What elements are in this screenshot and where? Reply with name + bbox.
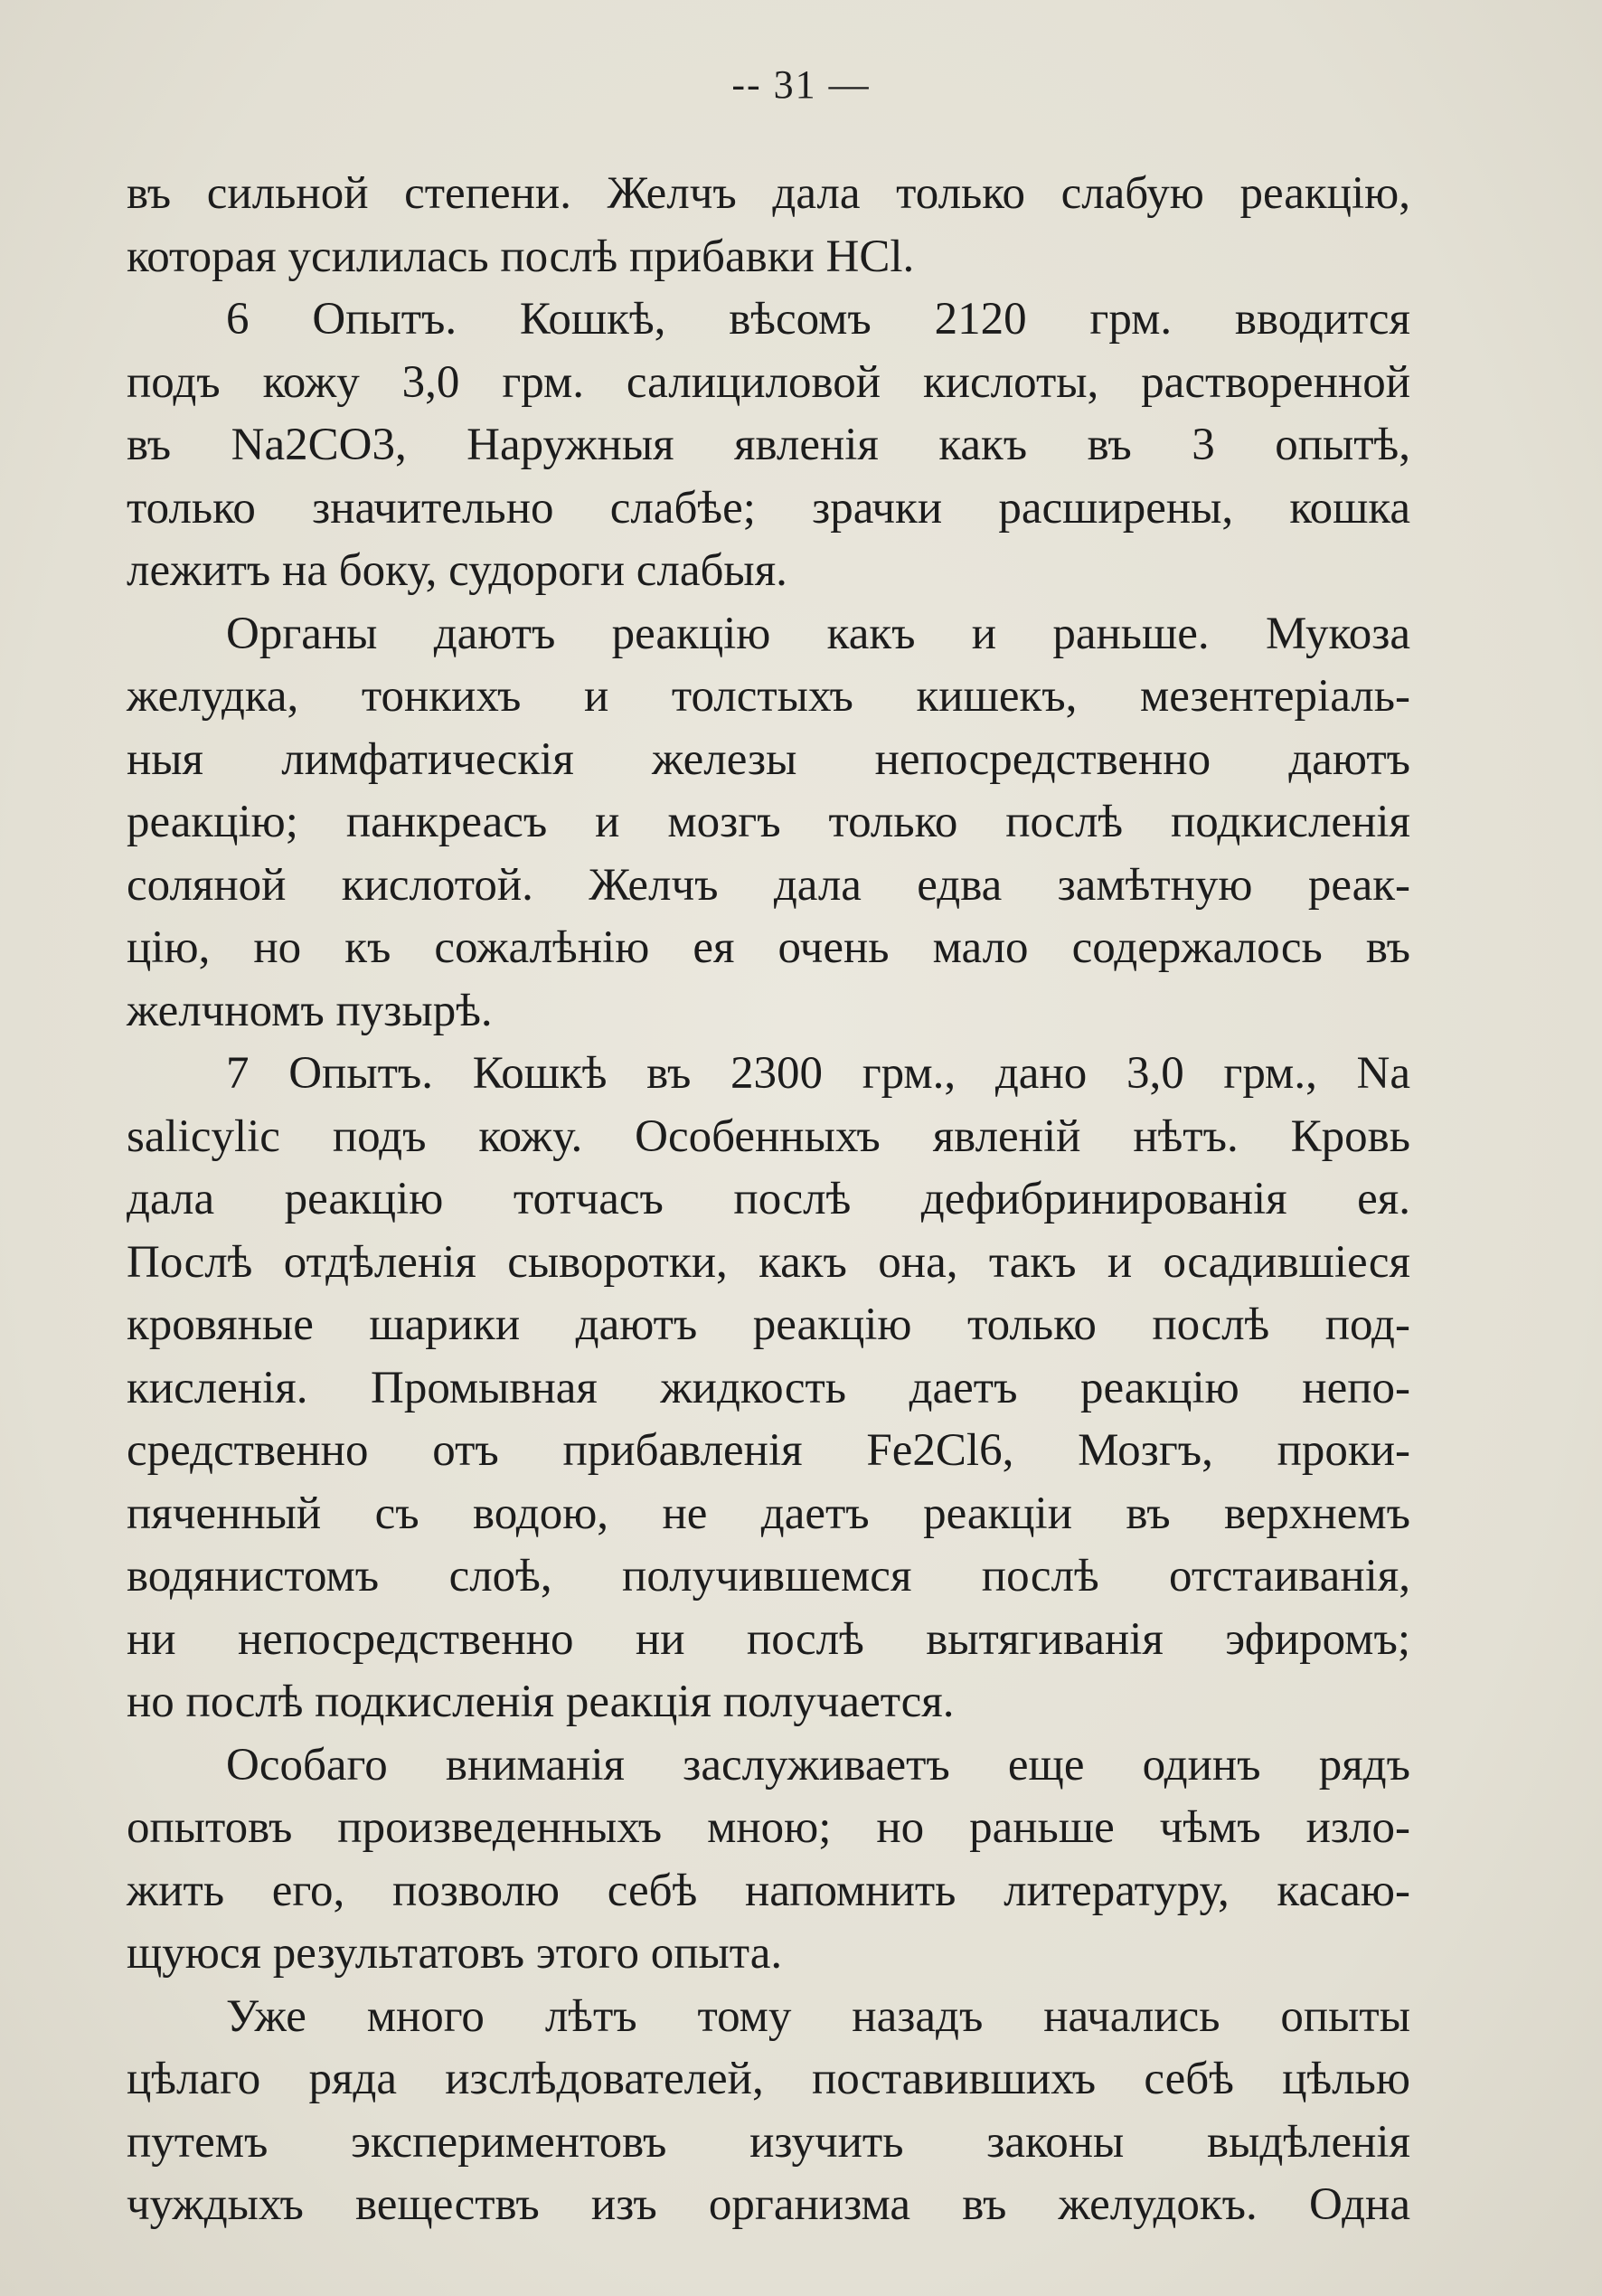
text-line: 6 Опытъ. Кошкѣ, вѣсомъ 2120 грм. вводится xyxy=(226,294,1410,345)
text-line: путемъ экспериментовъ изучить законы выдѣленія xyxy=(127,2116,1410,2168)
text-line: ныя лимфатическія железы непосредственно даютъ xyxy=(127,733,1410,785)
text-line: водянистомъ слоѣ, получившемся послѣ отстаиванія, xyxy=(127,1551,1410,1602)
text-line: опытовъ произведенныхъ мною; но раньше чѣмъ изло- xyxy=(127,1802,1410,1853)
page-number: -- 31 — xyxy=(731,62,871,107)
text-line: 7 Опытъ. Кошкѣ въ 2300 грм., дано 3,0 грм., Na xyxy=(226,1048,1410,1099)
text-line: жить его, позволю себѣ напомнить литературу, касаю- xyxy=(127,1865,1410,1916)
text-line: въ Na2CO3, Наружныя явленія какъ въ 3 опытѣ, xyxy=(127,420,1410,470)
text-line: которая усилилась послѣ прибавки HCl. xyxy=(127,231,915,282)
text-line: пяченный съ водою, не даетъ реакціи въ верхнемъ xyxy=(127,1488,1410,1539)
body-text xyxy=(127,163,1410,2237)
text-line: подъ кожу 3,0 грм. салициловой кислоты, растворенной xyxy=(127,356,1410,408)
text-line: Послѣ отдѣленія сыворотки, какъ она, такъ и осадившіеся xyxy=(127,1236,1410,1288)
text-line: щуюся результатовъ этого опыта. xyxy=(127,1928,783,1979)
text-line: но послѣ подкисленія реакція получается. xyxy=(127,1677,955,1727)
text-line: salicylic подъ кожу. Особенныхъ явленій нѣтъ. Кровь xyxy=(127,1110,1410,1162)
text-line: соляной кислотой. Желчъ дала едва замѣтную реак- xyxy=(127,859,1410,911)
text-line: Особаго вниманія заслуживаетъ еще одинъ рядъ xyxy=(226,1739,1410,1791)
text-line: желудка, тонкихъ и толстыхъ кишекъ, мезентеріаль- xyxy=(127,671,1410,722)
text-line: дала реакцію тотчасъ послѣ дефибринированія ея. xyxy=(127,1174,1410,1224)
text-line: въ сильной степени. Желчъ дала только слабую реакцію, xyxy=(127,168,1410,219)
text-line: кровяные шарики даютъ реакцію только послѣ под- xyxy=(127,1299,1410,1350)
text-line: Органы даютъ реакцію какъ и раньше. Мукоза xyxy=(226,608,1410,659)
text-line: желчномъ пузырѣ. xyxy=(127,985,493,1036)
text-line: цѣлаго ряда изслѣдователей, поставившихъ себѣ цѣлью xyxy=(127,2054,1410,2104)
text-line: ни непосредственно ни послѣ вытягиванія эфиромъ; xyxy=(127,1613,1410,1665)
text-line: средственно отъ прибавленія Fe2Cl6, Мозгъ, проки- xyxy=(127,1425,1410,1476)
text-line: чуждыхъ веществъ изъ организма въ желудокъ. Одна xyxy=(127,2179,1410,2230)
text-line: Уже много лѣтъ тому назадъ начались опыты xyxy=(226,1990,1410,2042)
text-line: реакцію; панкреасъ и мозгъ только послѣ подкисленія xyxy=(127,797,1410,847)
text-line: кисленія. Промывная жидкость даетъ реакцію непо- xyxy=(127,1362,1410,1413)
text-line: лежитъ на боку, судороги слабыя. xyxy=(127,545,787,596)
text-line: цію, но къ сожалѣнію ея очень мало содержалось въ xyxy=(127,922,1410,973)
text-line: только значительно слабѣе; зрачки расширены, кошка xyxy=(127,482,1410,534)
